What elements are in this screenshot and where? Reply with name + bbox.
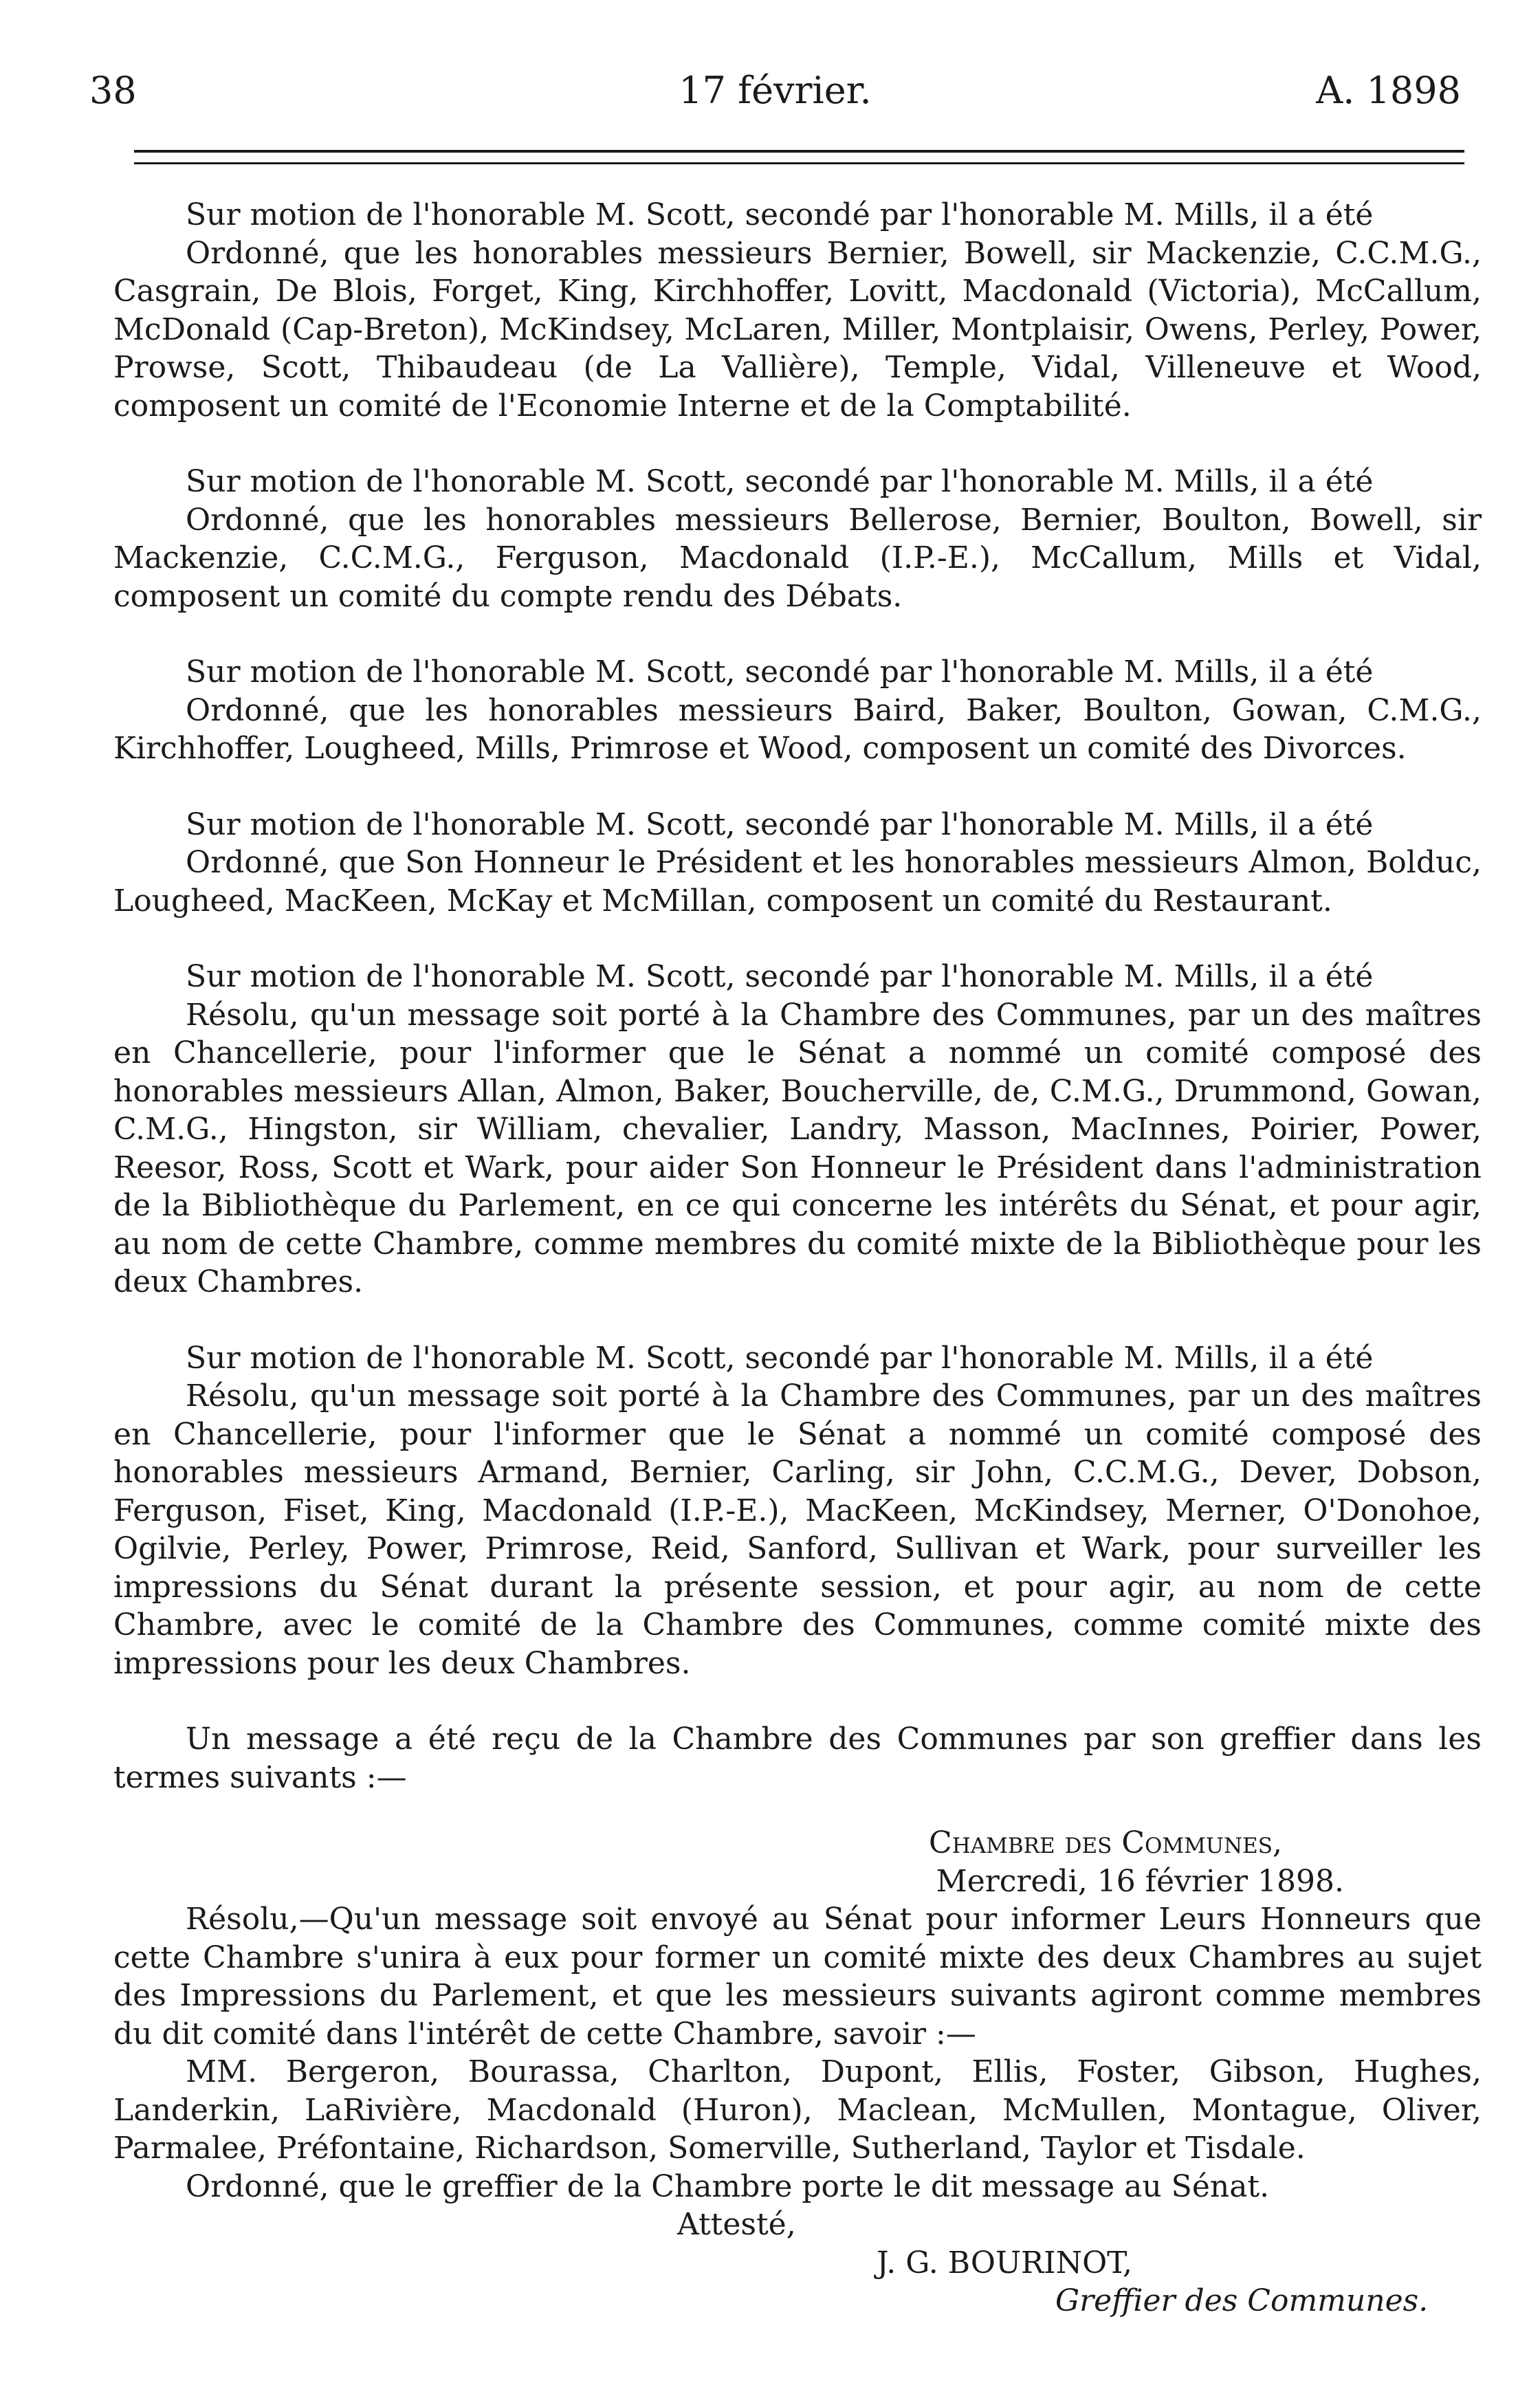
message-members: MM. Bergeron, Bourassa, Charlton, Dupont, Ellis, Foster, Gibson, Hughes, Landerkin, LaRivière, Macdonald (Huron), Maclean, McMullen, Montague, Oliver, Parmalee, Préfontaine, Richardson, Somerville, Sutherland, Taylor et Tisdale. <box>113 2054 1482 2166</box>
header-rule-bottom <box>134 162 1464 164</box>
motion-paragraph <box>113 806 1482 921</box>
motion-body: Ordonné, que Son Honneur le Président et les honorables messieurs Almon, Bolduc, Lougheed, MacKeen, McKay et McMillan, composent un comité du Restaurant. <box>113 845 1482 919</box>
motion-body: Résolu, qu'un message soit porté à la Chambre des Communes, par un des maîtres en Chancellerie, pour l'informer que le Sénat a nommé un comité composé des honorables messieurs Allan, Almon, Baker, Boucherville, de, C.M.G., Drummond, Gowan, C.M.G., Hingston, sir William, chevalier, Landry, Masson, MacInnes, Poirier, Power, Reesor, Ross, Scott et Wark, pour aider Son Honneur le Président dans l'administration de la Bibliothèque du Parlement, en ce qui concerne les intérêts du Sénat, et pour agir, au nom de cette Chambre, comme membres du comité mixte de la Bibliothèque pour les deux Chambres. <box>113 997 1482 1299</box>
motion-line: Sur motion de l'honorable M. Scott, secondé par l'honorable M. Mills, il a été <box>186 806 1374 842</box>
motion-line: Sur motion de l'honorable M. Scott, secondé par l'honorable M. Mills, il a été <box>186 1340 1374 1376</box>
motion-body: Ordonné, que les honorables messieurs Bernier, Bowell, sir Mackenzie, C.C.M.G., Casgrain, De Blois, Forget, King, Kirchhoffer, Lovitt, Macdonald (Victoria), McCallum, McDonald (Cap-Breton), McKindsey, McLaren, Miller, Montplaisir, Owens, Perley, Power, Prowse, Scott, Thibaudeau (de La Vallière), Temple, Vidal, Villeneuve et Wood, composent un comité de l'Economie Interne et de la Comptabilité. <box>113 235 1482 424</box>
page-number: 38 <box>89 69 137 112</box>
message-date: Mercredi, 16 février 1898. <box>936 1863 1344 1899</box>
commons-message <box>113 1720 1482 2320</box>
header-date: 17 février. <box>679 69 872 112</box>
message-intro: Un message a été reçu de la Chambre des Communes par son greffier dans les termes suivants :— <box>113 1722 1482 1795</box>
motion-line: Sur motion de l'honorable M. Scott, secondé par l'honorable M. Mills, il a été <box>186 197 1374 232</box>
message-order: Ordonné, que le greffier de la Chambre porte le dit message au Sénat. <box>186 2168 1270 2204</box>
motion-paragraph <box>113 653 1482 768</box>
motion-body: Résolu, qu'un message soit porté à la Chambre des Communes, par un des maîtres en Chancellerie, pour l'informer que le Sénat a nommé un comité composé des honorables messieurs Armand, Bernier, Carling, sir John, C.C.M.G., Dever, Dobson, Ferguson, Fiset, King, Macdonald (I.P.-E.), MacKeen, McKindsey, Merner, O'Donohoe, Ogilvie, Perley, Power, Primrose, Reid, Sanford, Sullivan et Wark, pour surveiller les impressions du Sénat durant la présente session, et pour agir, au nom de cette Chambre, avec le comité de la Chambre des Communes, comme comité mixte des impressions pour les deux Chambres. <box>113 1378 1482 1681</box>
motion-line: Sur motion de l'honorable M. Scott, secondé par l'honorable M. Mills, il a été <box>186 464 1374 499</box>
motion-body: Ordonné, que les honorables messieurs Baird, Baker, Boulton, Gowan, C.M.G., Kirchhoffer, Lougheed, Mills, Primrose et Wood, composent un comité des Divorces. <box>113 692 1482 766</box>
page-body <box>113 196 1482 2320</box>
signature: J. G. BOURINOT, <box>877 2245 1133 2280</box>
signature-title: Greffier des Communes. <box>1055 2283 1429 2318</box>
message-place: Chambre des Communes, <box>929 1825 1282 1860</box>
message-attest: Attesté, <box>677 2207 796 2242</box>
motion-line: Sur motion de l'honorable M. Scott, secondé par l'honorable M. Mills, il a été <box>186 959 1374 994</box>
motion-paragraph <box>113 958 1482 1301</box>
motion-body: Ordonné, que les honorables messieurs Bellerose, Bernier, Boulton, Bowell, sir Mackenzie, C.C.M.G., Ferguson, Macdonald (I.P.-E.), McCallum, Mills et Vidal, composent un comité du compte rendu des Débats. <box>113 502 1482 614</box>
motion-paragraph <box>113 1339 1482 1683</box>
motion-paragraph <box>113 463 1482 615</box>
header-year: A. 1898 <box>1316 69 1461 112</box>
motion-line: Sur motion de l'honorable M. Scott, secondé par l'honorable M. Mills, il a été <box>186 655 1374 690</box>
message-resolution: Résolu,—Qu'un message soit envoyé au Sénat pour informer Leurs Honneurs que cette Chambre s'unira à eux pour former un comité mixte des deux Chambres au sujet des Impressions du Parlement, et que les messieurs suivants agiront comme membres du dit comité dans l'intérêt de cette Chambre, savoir :— <box>113 1902 1482 2052</box>
motion-paragraph <box>113 196 1482 425</box>
page-header <box>89 69 1461 124</box>
header-rule-top <box>134 150 1464 153</box>
